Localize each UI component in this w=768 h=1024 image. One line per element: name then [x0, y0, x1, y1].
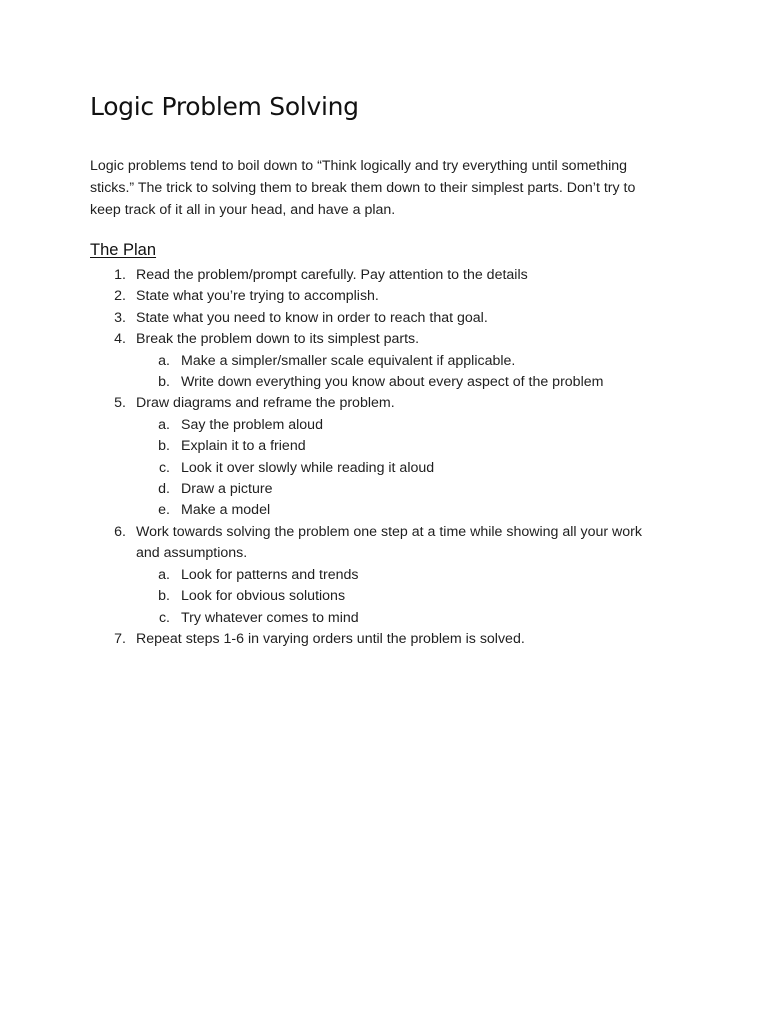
substep-letter: a.: [158, 352, 170, 369]
step-number: 1.: [114, 267, 126, 283]
substep-letter: b.: [158, 588, 170, 605]
step-text: Work towards solving the problem one step at a time while showing all your work: [136, 523, 642, 540]
step-text: Break the problem down to its simplest parts.: [136, 331, 420, 348]
plan-substep: [90, 415, 690, 436]
step-text: Repeat steps 1-6 in varying orders until the problem is solved.: [136, 630, 525, 647]
section-heading: The Plan: [90, 241, 157, 259]
step-text: and assumptions.: [136, 545, 248, 562]
step-number: 4.: [114, 331, 126, 348]
plan-substep: [90, 586, 690, 607]
step-number: 5.: [114, 395, 126, 412]
document-title: Logic Problem Solving: [90, 92, 359, 121]
plan-substep: [90, 500, 690, 521]
substep-letter: b.: [158, 374, 170, 391]
step-number: 3.: [114, 309, 126, 326]
substep-text: Make a model: [181, 502, 271, 519]
intro-line: sticks.” The trick to solving them to break them down to their simplest parts. Don’t try to: [90, 180, 636, 196]
intro-line: keep track of it all in your head, and have a plan.: [90, 202, 396, 218]
step-number: 2.: [114, 288, 126, 305]
substep-text: Draw a picture: [181, 481, 273, 498]
substep-letter: e.: [158, 502, 170, 519]
substep-letter: c.: [158, 609, 170, 626]
substep-letter: a.: [158, 566, 170, 583]
substep-text: Explain it to a friend: [181, 438, 306, 455]
plan-substep: [90, 458, 690, 479]
substep-text: Look it over slowly while reading it aloud: [181, 459, 435, 476]
substep-text: Make a simpler/smaller scale equivalent if applicable.: [181, 352, 516, 369]
substep-text: Look for patterns and trends: [181, 566, 359, 583]
step-text: Read the problem/prompt carefully. Pay attention to the details: [136, 267, 528, 283]
step-number: 6.: [114, 523, 126, 540]
substep-text: Look for obvious solutions: [181, 588, 346, 605]
plan-step-6: [90, 522, 690, 543]
substep-text: Say the problem aloud: [181, 416, 323, 433]
plan-step-3: [90, 308, 690, 329]
plan-list: [90, 265, 690, 650]
substep-letter: b.: [158, 438, 170, 455]
plan-step-4: [90, 329, 690, 350]
substep-letter: c.: [158, 459, 170, 476]
substep-text: Try whatever comes to mind: [181, 609, 359, 626]
plan-step-2: [90, 286, 690, 307]
step-number: 7.: [114, 630, 126, 647]
step-text: State what you need to know in order to reach that goal.: [136, 309, 488, 326]
substep-letter: a.: [158, 416, 170, 433]
substep-letter: d.: [158, 481, 170, 498]
plan-step-1: [90, 265, 690, 286]
plan-substep: [90, 351, 690, 372]
step-text: State what you’re trying to accomplish.: [136, 288, 379, 305]
plan-substep: [90, 372, 690, 393]
plan-step-5: [90, 393, 690, 414]
plan-substep: [90, 436, 690, 457]
plan-substep: [90, 479, 690, 500]
step-text: Draw diagrams and reframe the problem.: [136, 395, 395, 412]
intro-paragraph: [90, 155, 680, 221]
plan-substep: [90, 608, 690, 629]
plan-step-6-continuation: [90, 543, 690, 564]
intro-line: Logic problems tend to boil down to “Think logically and try everything until something: [90, 158, 628, 174]
plan-step-7: [90, 629, 690, 650]
plan-substep: [90, 565, 690, 586]
substep-text: Write down everything you know about every aspect of the problem: [181, 374, 604, 391]
